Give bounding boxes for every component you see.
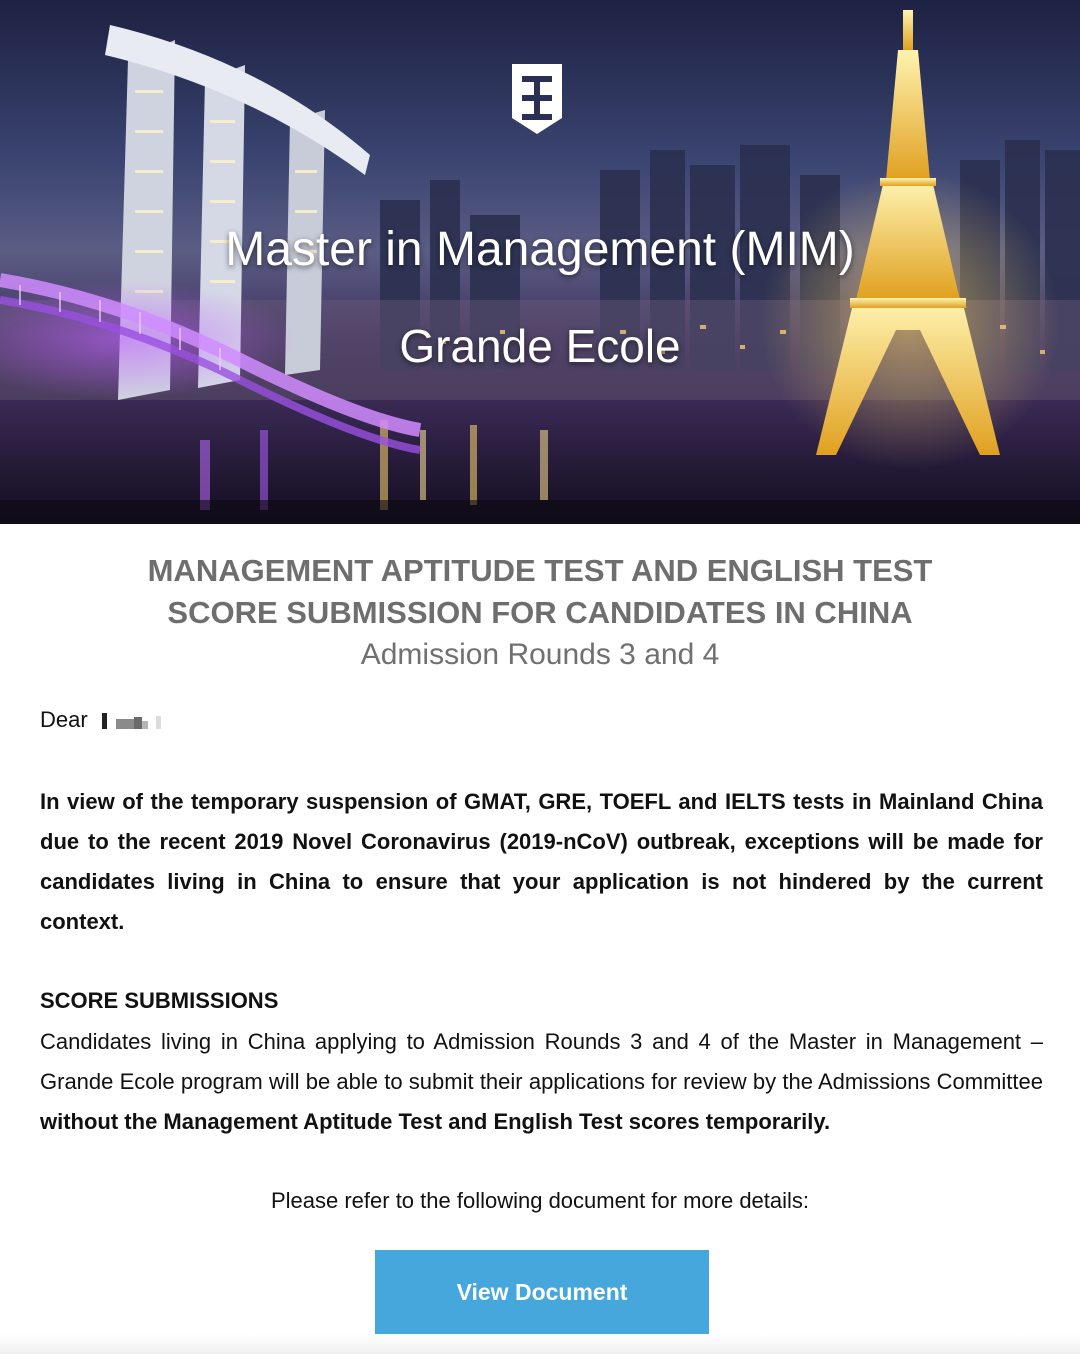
- hero-banner: [0, 0, 1080, 524]
- bottom-edge: [0, 1334, 1080, 1354]
- score-submissions-title: SCORE SUBMISSIONS: [40, 988, 279, 1013]
- hero-title: Master in Management (MIM): [225, 223, 855, 276]
- greeting: [40, 705, 162, 735]
- main-heading-line-2: SCORE SUBMISSION FOR CANDIDATES IN CHINA: [167, 595, 913, 630]
- score-submissions-body: [40, 1022, 1043, 1142]
- school-shield-logo-icon: [510, 62, 564, 136]
- redacted-name-mask: [102, 712, 162, 730]
- hero-subtitle: Grande Ecole: [399, 320, 681, 372]
- admission-rounds-subheading: Admission Rounds 3 and 4: [360, 638, 720, 671]
- refer-text: Please refer to the following document for more details:: [270, 1188, 810, 1213]
- view-document-button[interactable]: View Document: [375, 1250, 709, 1334]
- main-heading-line-1: MANAGEMENT APTITUDE TEST AND ENGLISH TEST: [147, 553, 933, 588]
- greeting-salutation: Dear: [40, 707, 88, 732]
- score-submissions-body-text: Candidates living in China applying to Admission Rounds 3 and 4 of the Master in Management – Grande Ecole program will be able to submit their applications for review by the Admissions Committee: [40, 1029, 1043, 1094]
- intro-paragraph: In view of the temporary suspension of GMAT, GRE, TOEFL and IELTS tests in Mainland China due to the recent 2019 Novel Coronavirus (2019-nCoV) outbreak, exceptions will be made for candidates living in China to ensure that your application is not hindered by the current context.: [40, 789, 1043, 934]
- score-submissions-body-bold: without the Management Aptitude Test and English Test scores temporarily.: [40, 1109, 831, 1134]
